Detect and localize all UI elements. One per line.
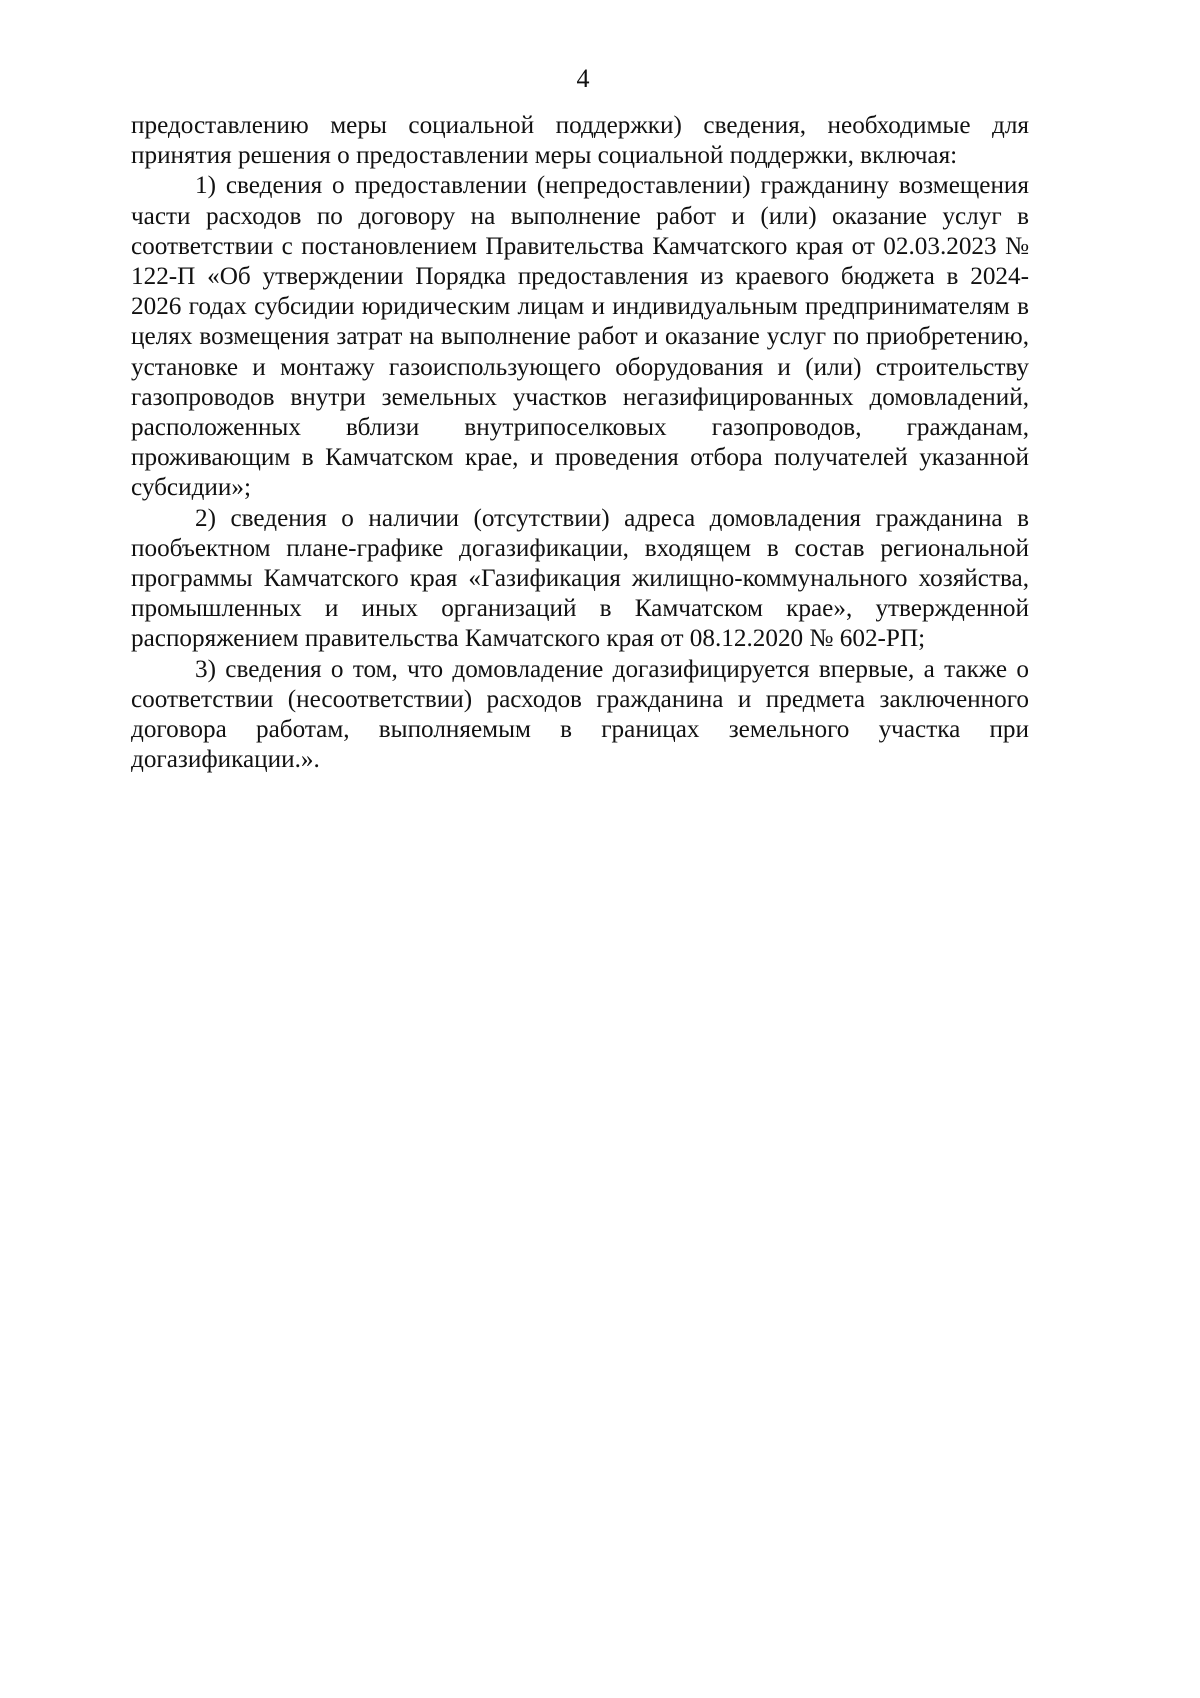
document-body: [131, 111, 1029, 775]
paragraph-item-3: 3) сведения о том, что домовладение догазифицируется впервые, а также о соответствии (несоответствии) расходов гражданина и предмета заключенного договора работам, выполняемым в границах земельного участка при догазификации.».: [131, 655, 1029, 774]
paragraph-intro: предоставлению меры социальной поддержки) сведения, необходимые для принятия решения о предоставлении меры социальной поддержки, включая:: [131, 112, 1029, 170]
paragraph-item-1: 1) сведения о предоставлении (непредоставлении) гражданину возмещения части расходов по договору на выполнение работ и (или) оказание услуг в соответствии с постановлением Правительства Камчатского края от 02.03.2023 № 122-П «Об утверждении Порядка предоставления из краевого бюджета в 2024-2026 годах субсидии юридическим лицам и индивидуальным предпринимателям в целях возмещения затрат на выполнение работ и оказание услуг по приобретению, установке и монтажу газоиспользующего оборудования и (или) строительству газопроводов внутри земельных участков негазифицированных домовладений, расположенных вблизи внутрипоселковых газопроводов, гражданам, проживающим в Камчатском крае, и проведения отбора получателей указанной субсидии»;: [131, 172, 1029, 502]
paragraph-item-2: 2) сведения о наличии (отсутствии) адреса домовладения гражданина в пообъектном плане-графике догазификации, входящем в состав региональной программы Камчатского края «Газификация жилищно-коммунального хозяйства, промышленных и иных организаций в Камчатском крае», утвержденной распоряжением правительства Камчатского края от 08.12.2020 № 602-РП;: [131, 504, 1029, 653]
page-number: 4: [576, 64, 590, 93]
